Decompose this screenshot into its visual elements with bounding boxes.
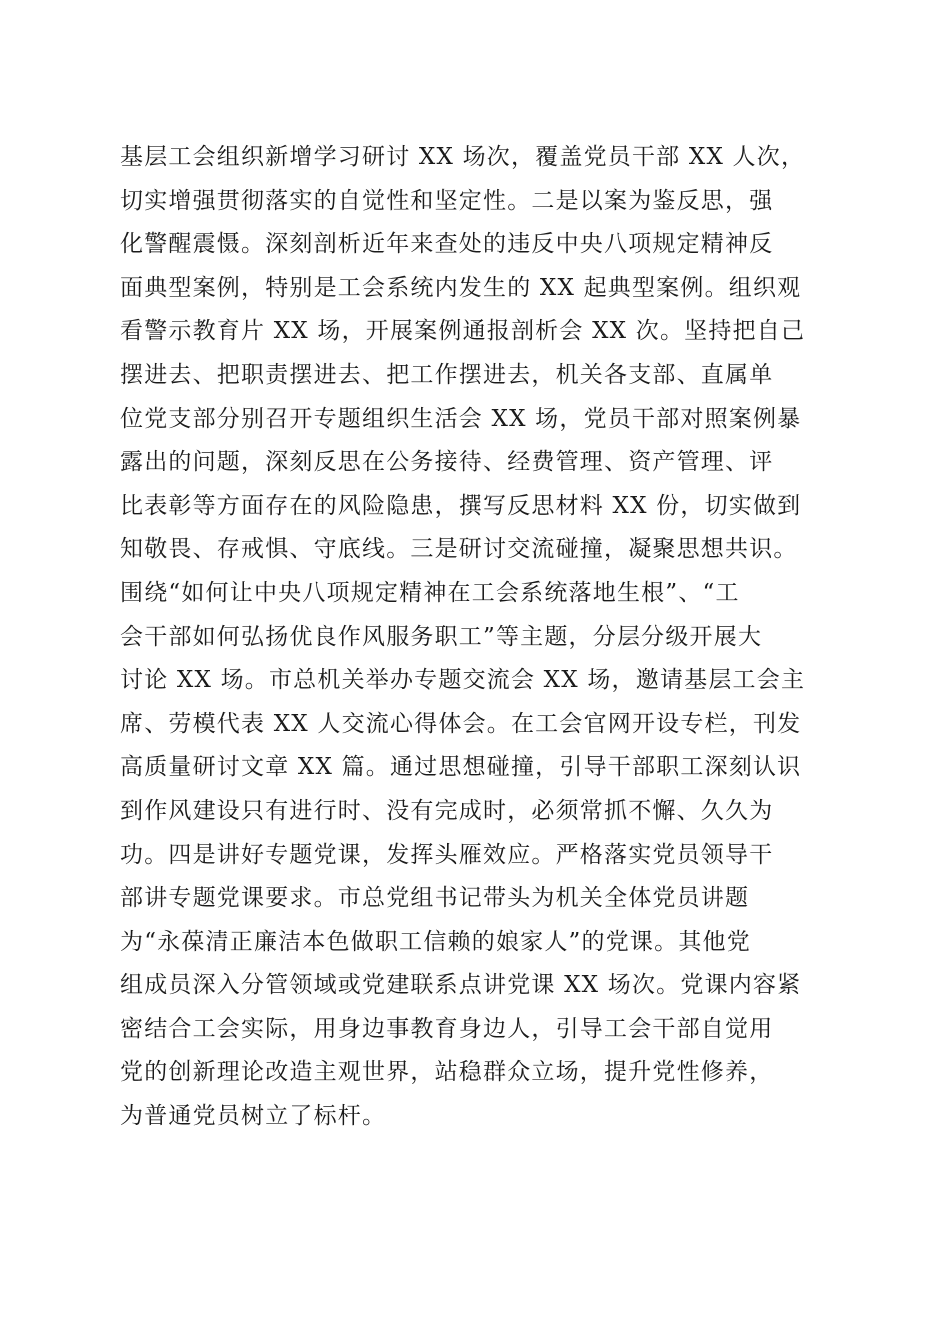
text-line: 看警示教育片 XX 场，开展案例通报剖析会 XX 次。坚持把自己 (120, 318, 806, 345)
text-line: 面典型案例，特别是工会系统内发生的 XX 起典型案例。组织观 (120, 274, 802, 301)
text-line: 部讲专题党课要求。市总党组书记带头为机关全体党员讲题 (120, 885, 750, 912)
text-line: 到作风建设只有进行时、没有完成时，必须常抓不懈、久久为 (120, 797, 774, 824)
text-line: 密结合工会实际，用身边事教育身边人，引导工会干部自觉用 (120, 1015, 774, 1042)
text-line: 切实增强贯彻落实的自觉性和坚定性。二是以案为鉴反思，强 (120, 187, 774, 214)
text-line: 化警醒震慑。深刻剖析近年来查处的违反中央八项规定精神反 (120, 231, 774, 258)
text-line: 为普通党员树立了标杆。 (120, 1103, 387, 1130)
text-line: 位党支部分别召开专题组织生活会 XX 场，党员干部对照案例暴 (120, 405, 802, 432)
text-line: 组成员深入分管领域或党建联系点讲党课 XX 场次。党课内容紧 (120, 972, 802, 999)
text-line: 讨论 XX 场。市总机关举办专题交流会 XX 场，邀请基层工会主 (120, 667, 806, 694)
text-line: 高质量研讨文章 XX 篇。通过思想碰撞，引导干部职工深刻认识 (120, 754, 802, 781)
text-line: 为“永葆清正廉洁本色做职工信赖的娘家人”的党课。其他党 (120, 928, 751, 955)
text-line: 席、劳模代表 XX 人交流心得体会。在工会官网开设专栏，刊发 (120, 710, 802, 737)
text-line: 党的创新理论改造主观世界，站稳群众立场，提升党性修养， (120, 1059, 774, 1086)
text-line: 围绕“如何让中央八项规定精神在工会系统落地生根”、“工 (120, 579, 740, 606)
body-paragraph (120, 136, 840, 1139)
text-line: 摆进去、把职责摆进去、把工作摆进去，机关各支部、直属单 (120, 361, 774, 388)
text-line: 会干部如何弘扬优良作风服务职工”等主题，分层分级开展大 (120, 623, 763, 650)
text-line: 知敬畏、存戒惧、守底线。三是研讨交流碰撞，凝聚思想共识。 (120, 536, 798, 563)
text-line: 比表彰等方面存在的风险隐患，撰写反思材料 XX 份，切实做到 (120, 492, 802, 519)
text-line: 功。四是讲好专题党课，发挥头雁效应。严格落实党员领导干 (120, 841, 774, 868)
text-line: 露出的问题，深刻反思在公务接待、经费管理、资产管理、评 (120, 449, 774, 476)
text-line: 基层工会组织新增学习研讨 XX 场次，覆盖党员干部 XX 人次， (120, 144, 806, 170)
